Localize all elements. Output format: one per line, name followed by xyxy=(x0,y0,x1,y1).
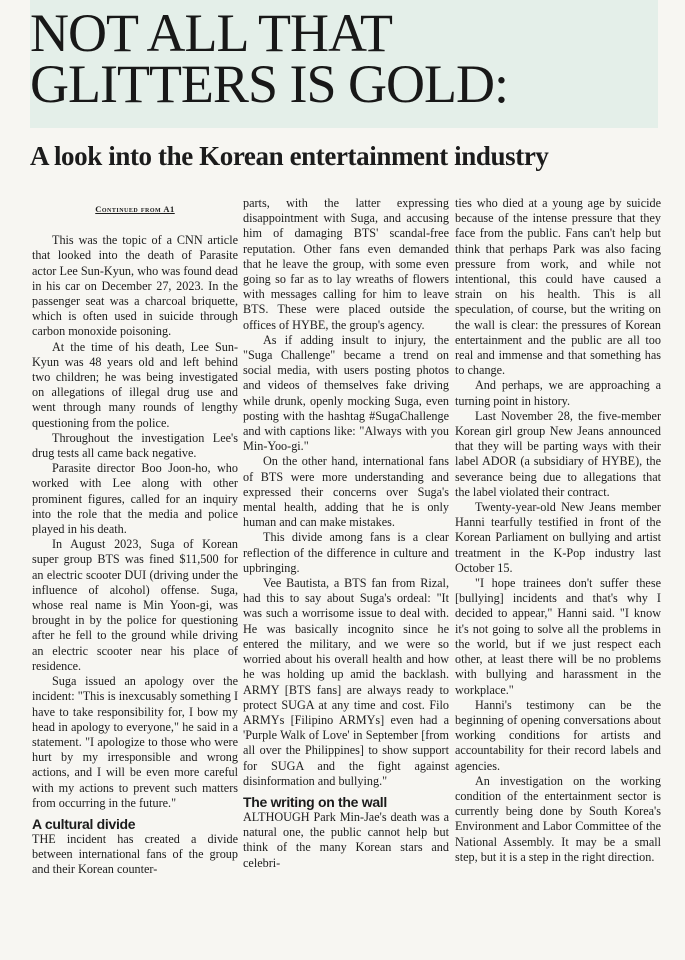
paragraph: THE incident has created a divide between international fans of the group and their Korean counter- xyxy=(32,831,238,877)
headline-line-2: GLITTERS IS GOLD: xyxy=(30,54,508,114)
article-column-1 xyxy=(32,196,238,878)
paragraph: In August 2023, Suga of Korean super group BTS was fined $11,500 for an electric scooter DUI (driving under the influence of alcohol) offense. Suga, whose real name is Min Yoon-gi, was brought in by the police for questioning after he fell to the ground while driving an electric scooter near his place of residence. xyxy=(32,537,238,673)
paragraph: This was the topic of a CNN article that looked into the death of Parasite actor Lee Sun-Kyun, who was found dead in his car on December 27, 2023. In the passenger seat was a charcoal briquette, which is often used in suicide through carbon monoxide poisoning. xyxy=(32,233,238,339)
continued-from-label: Continued from A1 xyxy=(95,204,175,214)
headline xyxy=(30,3,670,114)
paragraph: As if adding insult to injury, the "Suga Challenge" became a trend on social media, with users posting photos and videos of themselves fake driving while drunk, openly mocking Suga, even posting with the hashtag #SugaChallenge and with captions like: "Always with you Min-Yoo-gi." xyxy=(243,332,449,454)
paragraph: parts, with the latter expressing disappointment with Suga, and accusing him of damaging BTS' scandal-free reputation. Other fans even demanded that he leave the group, with some even going so far as to lay wreaths of flowers with messages calling for him to leave BTS. These were placed outside the offices of HYBE, the group's agency. xyxy=(243,196,449,332)
paragraph: Last November 28, the five-member Korean girl group New Jeans announced that they will be parting ways with their label ADOR (a subsidiary of HYBE), the severance being due to allegations that the label violated their contract. xyxy=(455,408,661,499)
paragraph: Suga issued an apology over the incident: "This is inexcusably something I have to take responsibility for, I bow my head in apology to everyone," he said in a statement. "I apologize to those who were hurt by my irresponsible and wrong actions, and I will be even more careful with my actions to prevent such matters from occurring in the future." xyxy=(32,674,238,810)
paragraph: Twenty-year-old New Jeans member Hanni tearfully testified in front of the Korean Parliament on bullying and artist treatment in the K-Pop industry last October 15. xyxy=(455,500,661,575)
paragraph: Throughout the investigation Lee's drug tests all came back negative. xyxy=(32,430,238,461)
paragraph: Hanni's testimony can be the beginning of opening conversations about working conditions for artists and accountability for their record labels and agencies. xyxy=(455,697,661,773)
article-column-2 xyxy=(243,196,449,871)
subhead: A look into the Korean entertainment industry xyxy=(30,141,549,171)
paragraph: ties who died at a young age by suicide because of the intense pressure that they face from the public. Fans can't help but think that perhaps Park was also facing pressure from work, and while not intentional, this could have caused a strain on his health. This is all speculation, of course, but the writing on the wall is clear: the pressures of Korean entertainment and the public are all too real and immense and that something has to change. xyxy=(455,196,661,378)
paragraph: And perhaps, we are approaching a turning point in history. xyxy=(455,378,661,408)
section-heading: A cultural divide xyxy=(32,815,136,832)
paragraph: Vee Bautista, a BTS fan from Rizal, had this to say about Suga's ordeal: "It was such a worrisome issue to deal with. He was basically incognito since he entered the military, and we were so worried about his overall health and how he was holding up amid the backlash. ARMY [BTS fans] are always ready to protect SUGA at any time and cost. Filo ARMYs [Filipino ARMYs] even had a 'Purple Walk of Love' in September [from all over the Philippines] to show support for SUGA and the fight against disinformation and bullying." xyxy=(243,576,449,788)
headline-line-1: NOT ALL THAT xyxy=(30,3,392,63)
paragraph: At the time of his death, Lee Sun-Kyun was 48 years old and left behind two children; he was being investigated on allegations of illegal drug use and went through many rounds of lengthy questioning from the police. xyxy=(32,339,238,430)
section-heading: The writing on the wall xyxy=(243,793,387,810)
paragraph: ALTHOUGH Park Min-Jae's death was a natural one, the public cannot help but think of the many Korean stars and celebri- xyxy=(243,809,449,870)
paragraph: On the other hand, international fans of BTS were more understanding and expressed their concerns over Suga's mental health, adding that he is only human and can make mistakes. xyxy=(243,454,449,530)
paragraph: This divide among fans is a clear reflection of the difference in culture and upbringing. xyxy=(243,530,449,575)
paragraph: "I hope trainees don't suffer these [bullying] incidents and that's why I decided to appear," Hanni said. "I know it's not going to solve all the problems in the world, but if we just respect each other, at least there will be no problems with bullying and harassment in the workplace." xyxy=(455,576,661,697)
article-column-3 xyxy=(455,196,661,865)
paragraph: Parasite director Boo Joon-ho, who worked with Lee along with other prominent figures, called for an inquiry into the role that the media and police played in his death. xyxy=(32,461,238,537)
paragraph: An investigation on the working condition of the entertainment sector is currently being done by South Korea's Environment and Labor Committee of the National Assembly. It may be a small step, but it is a step in the right direction. xyxy=(455,773,661,864)
